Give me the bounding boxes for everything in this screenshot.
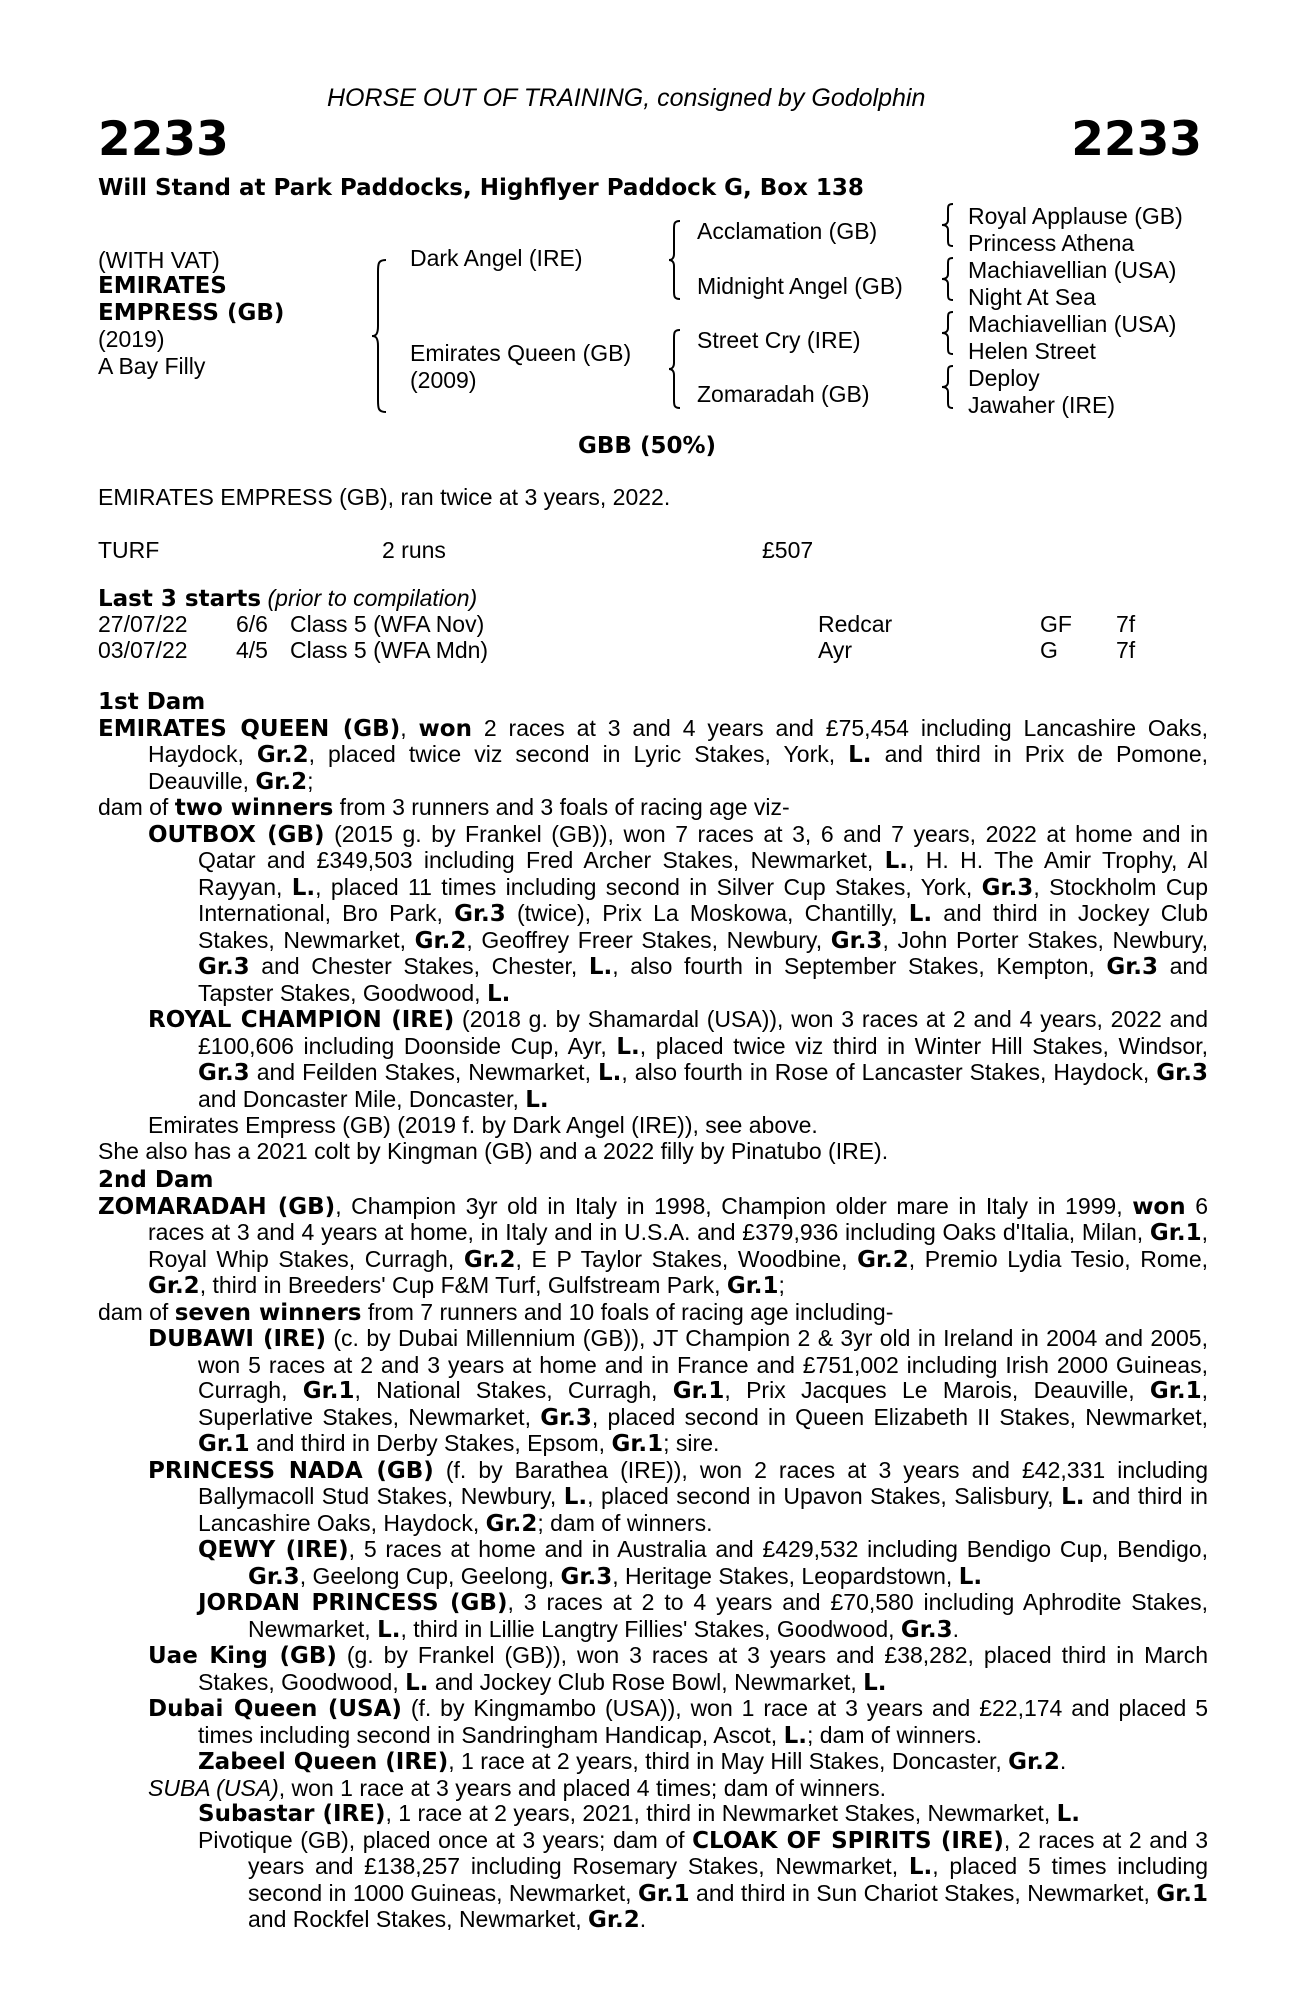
- text: , John Porter Stakes, Newbury,: [882, 926, 1208, 953]
- listed: L.: [405, 1669, 429, 1696]
- produce-dubawi: [98, 1326, 1208, 1458]
- grade: Gr.2: [256, 742, 309, 768]
- grade: Gr.3: [540, 1404, 592, 1431]
- text: , placed second in Upavon Stakes, Salisbury,: [587, 1483, 1062, 1509]
- grade: Gr.1: [1156, 1880, 1208, 1907]
- pedigree-dam-year: (2009): [410, 367, 477, 393]
- won-label: won: [418, 715, 472, 742]
- horse-name-line1: EMIRATES: [98, 273, 227, 299]
- text: , also fourth in Rose of Lancaster Stakes, Haydock,: [621, 1059, 1157, 1085]
- second-dam-entry: [98, 1194, 1208, 1300]
- text: dam of: [98, 1298, 175, 1325]
- produce-dubai-queen: [98, 1696, 1208, 1749]
- text: , Royal Whip Stakes, Curragh,: [148, 1219, 1208, 1272]
- grade: Gr.1: [1149, 1378, 1202, 1404]
- produce-emirates-empress: [98, 1113, 1208, 1139]
- text: , Geelong Cup, Geelong,: [299, 1562, 561, 1589]
- grade: Gr.3: [830, 927, 883, 954]
- pedigree-brace-main: [370, 258, 390, 414]
- won-label: won: [1132, 1193, 1186, 1220]
- horse-name: JORDAN PRINCESS (GB): [198, 1590, 508, 1616]
- listed: L.: [377, 1616, 401, 1643]
- text: , National Stakes, Curragh,: [354, 1377, 673, 1403]
- pedigree-dam-dam: Zomaradah (GB): [697, 381, 870, 407]
- text: 6 races at 3 and 4 years at home, in Italy and in U.S.A. and £379,936 including Oaks d'Italia, Milan,: [148, 1192, 1208, 1245]
- text: , 1 race at 2 years, 2021, third in Newmarket Stakes, Newmarket,: [385, 1800, 1057, 1826]
- horse-name: PRINCESS NADA (GB): [148, 1457, 434, 1484]
- text: , won 1 race at 3 years and placed 4 times; dam of winners.: [278, 1774, 887, 1801]
- text: and Rockfel Stakes, Newmarket,: [248, 1906, 589, 1932]
- pedigree-gen3-4: Night At Sea: [968, 284, 1096, 310]
- text: , Stockholm Cup International, Bro Park,: [198, 873, 1209, 926]
- second-dam-heading: 2nd Dam: [98, 1167, 214, 1193]
- horse-name: ROYAL CHAMPION (IRE): [148, 1007, 455, 1033]
- listed: L.: [563, 1484, 588, 1510]
- gbb-percentage: GBB (50%): [578, 433, 717, 459]
- last-starts-subtitle: (prior to compilation): [267, 585, 478, 611]
- grade: Gr.3: [454, 901, 506, 927]
- last-starts-title: Last 3 starts: [98, 586, 262, 612]
- pedigree-sire-dam: Midnight Angel (GB): [697, 273, 903, 299]
- produce-zabeel-queen: [98, 1749, 1208, 1776]
- start-date: 27/07/22: [98, 611, 188, 637]
- text: , placed second in Queen Elizabeth II Stakes, Newmarket,: [591, 1403, 1208, 1430]
- text: , E P Taylor Stakes, Woodbine,: [515, 1245, 858, 1272]
- grade: Gr.3: [198, 954, 250, 980]
- text: , Heritage Stakes, Leopardstown,: [612, 1562, 959, 1589]
- pedigree-dam: Emirates Queen (GB): [410, 340, 632, 366]
- text: 2 races at 3 and 4 years and £75,454 including Lancashire Oaks, Haydock,: [148, 714, 1209, 767]
- text: and Doncaster Mile, Doncaster,: [198, 1085, 526, 1112]
- text: Emirates Empress (GB) (2019 f. by Dark Angel (IRE)), see above.: [148, 1112, 818, 1138]
- last-starts-heading: [98, 586, 477, 613]
- text: (g. by Frankel (GB)), won 3 races at 3 years and £38,282, placed third in March Stakes, Goodwood,: [198, 1642, 1208, 1695]
- pedigree-brace-g2: [940, 256, 956, 302]
- text: , H. H. The Amir Trophy, Al Rayyan,: [198, 847, 1208, 900]
- race-summary: EMIRATES EMPRESS (GB), ran twice at 3 years, 2022.: [98, 484, 671, 510]
- produce-subastar: [98, 1801, 1208, 1828]
- horse-name: Uae King (GB): [148, 1643, 337, 1669]
- winners-count: seven winners: [174, 1299, 362, 1326]
- listed: L.: [783, 1722, 807, 1749]
- text: , 2 races at 2 and 3 years and £138,257 including Rosemary Stakes, Newmarket,: [248, 1826, 1209, 1879]
- text: , placed 11 times including second in Silver Cup Stakes, York,: [315, 873, 982, 900]
- start-course: Ayr: [818, 637, 853, 663]
- text: , placed twice viz third in Winter Hill Stakes, Windsor,: [639, 1032, 1208, 1059]
- produce-uae-king: [98, 1643, 1208, 1696]
- listed: L.: [908, 1854, 933, 1880]
- horse-year: (2019): [98, 326, 165, 352]
- start-going: G: [1040, 637, 1058, 663]
- text: (f. by Kingmambo (USA)), won 1 race at 3 years and £22,174 and placed 5 times including second in Sandringham Handicap, Ascot,: [198, 1695, 1208, 1748]
- pedigree-gen3-5: Machiavellian (USA): [968, 311, 1177, 337]
- horse-name-line2: EMPRESS (GB): [98, 300, 285, 326]
- listed: L.: [525, 1086, 549, 1113]
- produce-qewy: [98, 1537, 1208, 1590]
- winners-count: two winners: [174, 795, 334, 821]
- text: and Tapster Stakes, Goodwood,: [198, 953, 1209, 1006]
- text: and Chester Stakes, Chester,: [249, 953, 589, 979]
- text: .: [952, 1615, 959, 1642]
- second-dam-name: ZOMARADAH (GB): [98, 1193, 336, 1220]
- listed: L.: [848, 742, 872, 768]
- produce-pivotique: [98, 1828, 1208, 1934]
- grade: Gr.2: [588, 1907, 640, 1933]
- listed: L.: [958, 1563, 983, 1590]
- text: and third in Derby Stakes, Epsom,: [249, 1430, 612, 1456]
- grade: Gr.1: [302, 1378, 355, 1404]
- listed: L.: [291, 874, 316, 901]
- listed: L.: [486, 980, 511, 1007]
- text: and third in Lancashire Oaks, Haydock,: [198, 1483, 1208, 1536]
- listed: L.: [588, 954, 613, 980]
- grade: Gr.1: [726, 1273, 779, 1299]
- pedigree-sire-sire: Acclamation (GB): [697, 218, 878, 244]
- grade: Gr.1: [198, 1431, 250, 1457]
- pedigree-gen3-8: Jawaher (IRE): [968, 392, 1115, 418]
- text: , also fourth in September Stakes, Kempton,: [612, 953, 1107, 979]
- lot-number-right: 2233: [1071, 112, 1202, 167]
- start-distance: 7f: [1116, 611, 1136, 637]
- listed: L.: [1061, 1484, 1085, 1510]
- text: , Champion 3yr old in Italy in 1998, Champion older mare in Italy in 1999,: [335, 1192, 1133, 1219]
- pedigree-gen3-1: Royal Applause (GB): [968, 203, 1183, 229]
- grade: Gr.1: [611, 1431, 664, 1457]
- first-dam-also: She also has a 2021 colt by Kingman (GB) and a 2022 filly by Pinatubo (IRE).: [98, 1137, 889, 1164]
- first-dam-entry: EMIRATES QUEEN (GB), won 2 races at 3 and 4 years and £75,454 including Lancashire Oaks, Haydock, Gr.2, placed twice viz second in Lyric Stakes, York, L. and third in Prix de Pomone, Deauville, Gr.2;: [98, 714, 1209, 795]
- text: (twice), Prix La Moskowa, Chantilly,: [505, 900, 909, 926]
- text: , 5 races at home and in Australia and £429,532 including Bendigo Cup, Bendigo,: [348, 1536, 1208, 1562]
- grade: Gr.3: [248, 1563, 300, 1590]
- text: and Feilden Stakes, Newmarket,: [249, 1059, 598, 1085]
- text: and third in Jockey Club Stakes, Newmarket,: [198, 900, 1208, 953]
- text: from 7 runners and 10 foals of racing age including-: [361, 1298, 894, 1325]
- text: and third in Sun Chariot Stakes, Newmarket,: [689, 1879, 1157, 1906]
- text: , 3 races at 2 to 4 years and £70,580 including Aphrodite Stakes, Newmarket,: [248, 1589, 1208, 1642]
- text: (2015 g. by Frankel (GB)), won 7 races at 3, 6 and 7 years, 2022 at home and in Qatar and £349,503 including Fred Archer Stakes, Newmarket,: [198, 820, 1209, 873]
- start-position: 6/6: [236, 611, 268, 637]
- text: , placed 5 times including second in 1000 Guineas, Newmarket,: [248, 1853, 1208, 1906]
- second-dam-produce-summary: [98, 1300, 1208, 1327]
- grade: Gr.2: [485, 1510, 538, 1537]
- horse-description: A Bay Filly: [98, 353, 206, 379]
- text: , Geoffrey Freer Stakes, Newbury,: [466, 926, 831, 953]
- first-dam-produce-summary: [98, 795, 1208, 822]
- pedigree-sire: Dark Angel (IRE): [410, 245, 583, 271]
- listed: L.: [863, 1669, 887, 1696]
- text: , Prix Jacques Le Marois, Deauville,: [724, 1377, 1150, 1403]
- listed: L.: [884, 848, 909, 874]
- text: ;: [307, 767, 314, 794]
- pedigree-brace-g4: [940, 364, 956, 410]
- horse-name: Zabeel Queen (IRE): [198, 1749, 449, 1775]
- grade: Gr.3: [900, 1616, 953, 1643]
- text: ; dam of winners.: [537, 1509, 713, 1536]
- record-earnings: £507: [762, 537, 814, 563]
- listed: L.: [1056, 1801, 1081, 1827]
- text: dam of: [98, 794, 175, 820]
- listed: L.: [597, 1060, 622, 1086]
- text: , Premio Lydia Tesio, Rome,: [908, 1245, 1209, 1272]
- text: (c. by Dubai Millennium (GB)), JT Champion 2 & 3yr old in Ireland in 2004 and 2005, won 5 races at 2 and 3 years at home and in France and £751,002 including Irish 2000 Guineas, Curragh,: [198, 1325, 1208, 1403]
- pedigree-brace-g1: [940, 202, 956, 248]
- grade: Gr.2: [255, 768, 308, 795]
- text: , 1 race at 2 years, third in May Hill Stakes, Doncaster,: [448, 1748, 1009, 1774]
- listed: L.: [616, 1033, 640, 1060]
- start-position: 4/5: [236, 637, 268, 663]
- produce-princess-nada: [98, 1458, 1208, 1538]
- pedigree-gen3-3: Machiavellian (USA): [968, 257, 1177, 283]
- grade: Gr.3: [198, 1060, 250, 1086]
- pedigree-brace-g3: [940, 310, 956, 356]
- record-surface: TURF: [98, 537, 160, 563]
- grade: Gr.3: [560, 1563, 613, 1590]
- text: ; sire.: [663, 1430, 720, 1456]
- grade: Gr.2: [148, 1273, 200, 1299]
- horse-name: Subastar (IRE): [198, 1801, 386, 1827]
- start-going: GF: [1040, 611, 1072, 637]
- text: , third in Lillie Langtry Fillies' Stakes, Goodwood,: [400, 1615, 901, 1642]
- first-dam-name: EMIRATES QUEEN (GB): [98, 715, 401, 742]
- horse-name: DUBAWI (IRE): [148, 1326, 326, 1352]
- pedigree-dam-sire: Street Cry (IRE): [697, 327, 861, 353]
- grade: Gr.2: [414, 927, 467, 954]
- text: (f. by Barathea (IRE)), won 2 races at 3 years and £42,331 including Ballymacoll Stud Stakes, Newbury,: [198, 1456, 1208, 1509]
- pedigree-gen3-7: Deploy: [968, 365, 1040, 391]
- first-dam-section: [98, 690, 1208, 1164]
- produce-jordan-princess: [98, 1590, 1208, 1643]
- produce-outbox: [98, 822, 1208, 1008]
- grade: Gr.3: [1106, 954, 1159, 980]
- text: , Superlative Stakes, Newmarket,: [198, 1377, 1208, 1430]
- grade: Gr.1: [637, 1880, 690, 1907]
- text: from 3 runners and 3 foals of racing age viz-: [333, 794, 790, 820]
- record-runs: 2 runs: [382, 537, 446, 563]
- consignment-header: HORSE OUT OF TRAINING, consigned by Godolphin: [327, 84, 926, 112]
- grade: Gr.2: [463, 1246, 516, 1273]
- grade: Gr.1: [1149, 1220, 1202, 1246]
- grade: Gr.3: [981, 874, 1034, 901]
- text: .: [1059, 1748, 1067, 1774]
- lot-number-left: 2233: [98, 112, 229, 167]
- start-course: Redcar: [818, 611, 893, 637]
- produce-suba: [98, 1776, 1208, 1802]
- grade: Gr.2: [857, 1246, 909, 1273]
- grade: Gr.1: [672, 1378, 725, 1404]
- start-date: 03/07/22: [98, 637, 188, 663]
- text: Pivotique (GB), placed once at 3 years; dam of: [198, 1826, 693, 1853]
- text: (2018 g. by Shamardal (USA)), won 3 races at 2 and 4 years, 2022 and £100,606 including Doonside Cup, Ayr,: [198, 1006, 1208, 1059]
- text: , placed twice viz second in Lyric Stakes, York,: [308, 741, 849, 767]
- horse-name: SUBA (USA): [148, 1774, 279, 1801]
- horse-name: QEWY (IRE): [198, 1537, 349, 1563]
- pedigree-brace-sire: [667, 219, 683, 301]
- start-race: Class 5 (WFA Mdn): [290, 637, 489, 663]
- text: ; dam of winners.: [806, 1721, 983, 1748]
- text: .: [639, 1906, 647, 1932]
- pedigree-brace-dam: [667, 328, 683, 410]
- vat-note: (WITH VAT): [98, 247, 220, 273]
- text: , third in Breeders' Cup F&M Turf, Gulfstream Park,: [199, 1272, 727, 1298]
- start-distance: 7f: [1116, 637, 1136, 663]
- pedigree-gen3-2: Princess Athena: [968, 230, 1135, 256]
- text: ;: [778, 1272, 785, 1298]
- horse-name: Dubai Queen (USA): [148, 1696, 402, 1722]
- stand-location: Will Stand at Park Paddocks, Highflyer Paddock G, Box 138: [98, 175, 864, 201]
- pedigree-gen3-6: Helen Street: [968, 338, 1096, 364]
- produce-royal-champion: [98, 1007, 1208, 1113]
- horse-name: CLOAK OF SPIRITS (IRE): [692, 1827, 1004, 1854]
- second-dam-section: [98, 1168, 1208, 1934]
- listed: L.: [908, 901, 933, 927]
- grade: Gr.2: [1008, 1749, 1060, 1775]
- start-race: Class 5 (WFA Nov): [290, 611, 485, 637]
- text: and Jockey Club Rose Bowl, Newmarket,: [428, 1668, 864, 1695]
- text: and third in Prix de Pomone, Deauville,: [148, 741, 1208, 794]
- horse-name: OUTBOX (GB): [148, 821, 325, 848]
- first-dam-heading: 1st Dam: [98, 689, 206, 715]
- grade: Gr.3: [1156, 1060, 1208, 1086]
